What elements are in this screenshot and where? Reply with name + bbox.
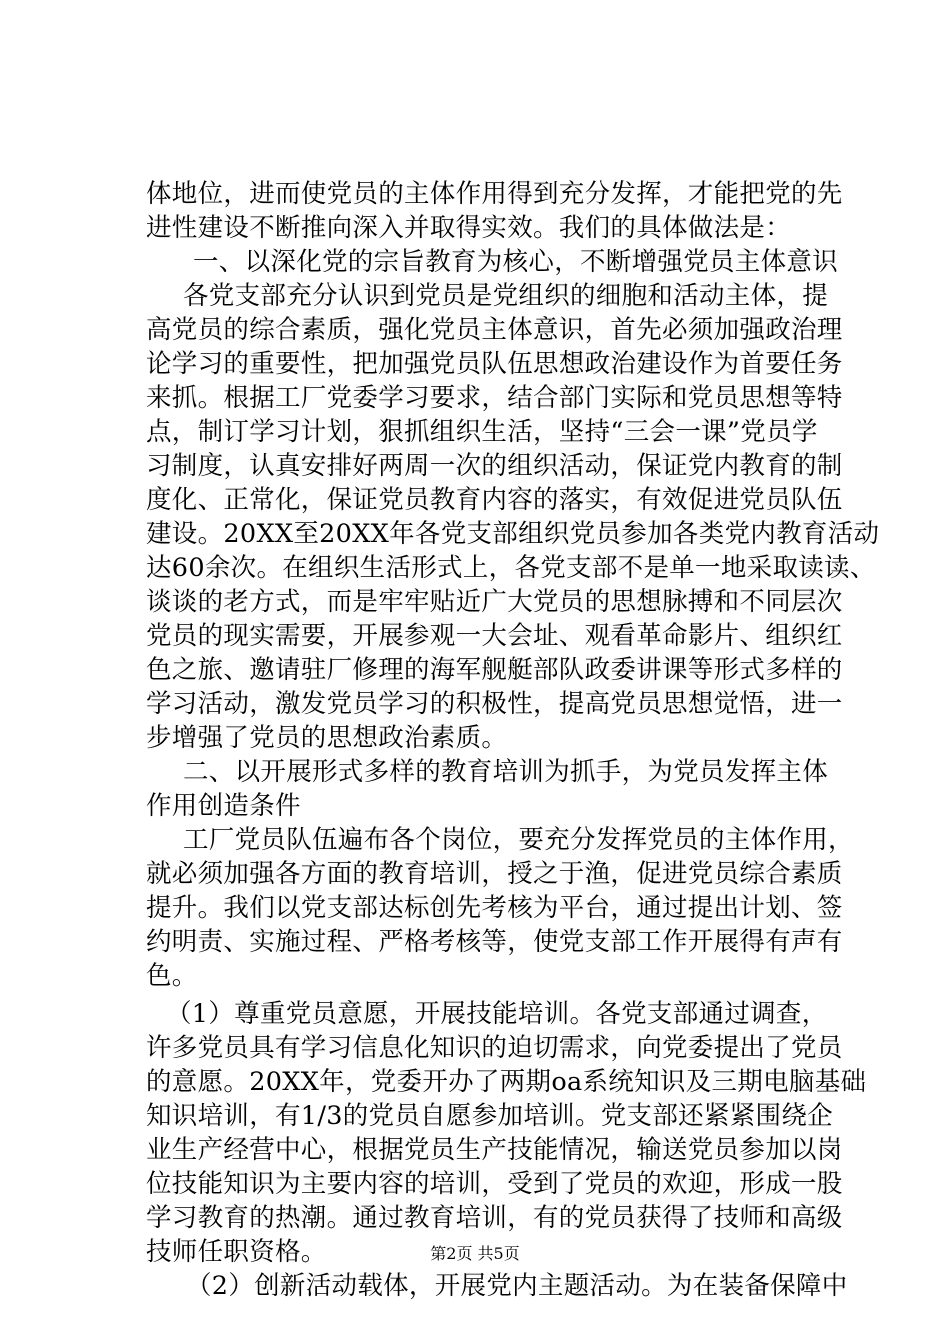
text-line: 习制度，认真安排好两周一次的组织活动，保证党内教育的制 [146, 451, 843, 481]
text-line: 点，制订学习计划，狠抓组织生活，坚持“三会一课”党员学 [146, 417, 818, 447]
text-line: 学习活动，激发党员学习的积极性，提高党员思想觉悟，进一 [146, 689, 843, 719]
text-line: 来抓。根据工厂党委学习要求，结合部门实际和党员思想等特 [146, 383, 843, 413]
text-line: 色。 [146, 961, 198, 991]
text-line: 色之旅、邀请驻厂修理的海军舰艇部队政委讲课等形式多样的 [146, 655, 843, 685]
text-line: 建设。20XX至20XX年各党支部组织党员参加各类党内教育活动 [146, 519, 880, 549]
section-heading: 作用创造条件 [146, 791, 301, 821]
text-line: 进性建设不断推向深入并取得实效。我们的具体做法是： [146, 213, 792, 243]
text-line: （1）尊重党员意愿，开展技能培训。各党支部通过调查， [166, 999, 828, 1029]
text-line: 度化、正常化，保证党员教育内容的落实，有效促进党员队伍 [146, 485, 843, 515]
text-line: 论学习的重要性，把加强党员队伍思想政治建设作为首要任务 [146, 349, 843, 379]
text-line: 许多党员具有学习信息化知识的迫切需求，向党委提出了党员 [146, 1033, 843, 1063]
text-line: 各党支部充分认识到党员是党组织的细胞和活动主体，提 [183, 281, 829, 311]
text-line: 知识培训，有1/3的党员自愿参加培训。党支部还紧紧围绕企 [146, 1101, 833, 1131]
text-line: （2）创新活动载体，开展党内主题活动。为在装备保障中 [186, 1271, 848, 1301]
text-line: 技师任职资格。 [146, 1237, 327, 1267]
text-line: 的意愿。20XX年，党委开办了两期oa系统知识及三期电脑基础 [146, 1067, 867, 1097]
text-line: 党员的现实需要，开展参观一大会址、观看革命影片、组织红 [146, 621, 843, 651]
text-line: 就必须加强各方面的教育培训，授之于渔，促进党员综合素质 [146, 859, 843, 889]
section-heading: 一、以深化党的宗旨教育为核心，不断增强党员主体意识 [193, 247, 839, 277]
text-line: 步增强了党员的思想政治素质。 [146, 723, 508, 753]
text-line: 提升。我们以党支部达标创先考核为平台，通过提出计划、签 [146, 893, 843, 923]
text-line: 谈谈的老方式，而是牢牢贴近广大党员的思想脉搏和不同层次 [146, 587, 843, 617]
text-line: 业生产经营中心，根据党员生产技能情况，输送党员参加以岗 [146, 1135, 843, 1165]
text-line: 高党员的综合素质，强化党员主体意识，首先必须加强政治理 [146, 315, 843, 345]
text-line: 工厂党员队伍遍布各个岗位，要充分发挥党员的主体作用， [183, 825, 854, 855]
text-line: 位技能知识为主要内容的培训，受到了党员的欢迎，形成一股 [146, 1169, 843, 1199]
text-line: 学习教育的热潮。通过教育培训，有的党员获得了技师和高级 [146, 1203, 843, 1233]
page-number: 第2页 共5页 [430, 1244, 520, 1263]
section-heading: 二、以开展形式多样的教育培训为抓手，为党员发挥主体 [183, 757, 829, 787]
text-line: 约明责、实施过程、严格考核等，使党支部工作开展得有声有 [146, 927, 843, 957]
text-line: 达60余次。在组织生活形式上，各党支部不是单一地采取读读、 [146, 553, 876, 583]
text-line: 体地位，进而使党员的主体作用得到充分发挥，才能把党的先 [146, 179, 843, 209]
